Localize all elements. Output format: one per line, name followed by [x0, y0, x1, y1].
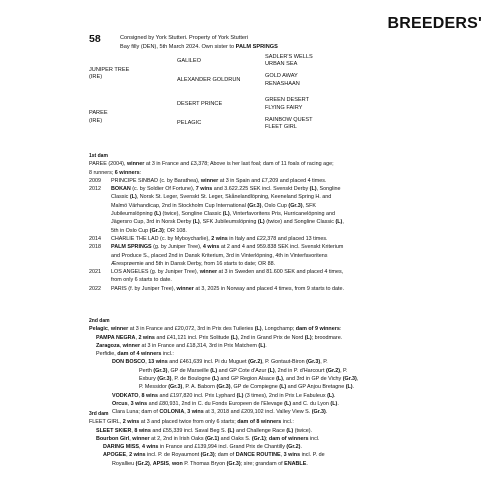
text-run: , [138, 444, 142, 451]
text-run: and C. du Lyon [291, 400, 331, 407]
bold-text: VODKATO [112, 392, 139, 399]
bold-text: (L) [330, 400, 338, 407]
text-run: at 3, 2018 and £209,102 incl. Valley View S. [203, 409, 312, 416]
text-run: and £461,639 incl. Pi du Muguet [167, 359, 249, 366]
produce-row [89, 218, 413, 226]
text-run: , [342, 219, 344, 226]
bold-text: (L) [267, 367, 275, 374]
text-run: and £55,339 incl. Saval Beg S. [150, 427, 228, 434]
first-dam-intro-2 [89, 169, 413, 177]
text-run: , 2nd in Grand Prix de Nord [237, 334, 305, 341]
text-run: incl.: [281, 419, 294, 426]
bold-text: dam of 8 winners [237, 419, 282, 426]
ped-sire-origin: (IRE) [89, 74, 103, 80]
bold-text: 4 wins [202, 244, 220, 251]
bold-text: DANCE ROUTINE [235, 452, 281, 459]
dam-line [89, 418, 413, 426]
text-run: ; [265, 435, 269, 442]
bold-text: (L) [309, 186, 317, 193]
text-run: FLEET GIRL, [89, 419, 123, 426]
text-run: . [265, 342, 267, 349]
text-run: . [300, 444, 302, 451]
text-run: at 3 in Sweden and 81.600 SEK and placed 4 times, [217, 269, 344, 276]
produce-row [89, 260, 413, 268]
text-run: and £197,820 incl. Prix Lyphard [157, 392, 237, 399]
ped-dd-sire: RAINBOW QUEST [265, 117, 313, 123]
intro-bold: 6 winners [114, 169, 140, 176]
text-run: Perth [139, 367, 154, 374]
bold-text: APOGEE [103, 452, 127, 459]
text-run: Clara Luna; dam of [112, 409, 160, 416]
intro-text: at 3 in France and £3,378; Above is her last foal; dam of 11 foals of racing age; [144, 161, 334, 168]
text-run: Æresprøemie and 5th in Dansk Derby, from 16 starts to date; OR 88. [111, 260, 276, 267]
dam-line [89, 375, 413, 383]
bold-text: (L) [276, 376, 283, 383]
first-dam-heading: 1st dam [89, 153, 108, 159]
produce-year: 2018 [89, 244, 101, 251]
ped-dam-sire: DESERT PRINCE [177, 101, 223, 107]
text-run: , [145, 359, 149, 366]
text-run: , P. de Boulogne [171, 376, 213, 383]
bold-text: 3 wins [187, 409, 204, 416]
ped-ds-dam: FLYING FAIRY [265, 105, 303, 111]
text-run: , P. Gontaut-Biron [262, 359, 307, 366]
text-run: , Oslo Cup [261, 202, 289, 209]
produce-row [89, 185, 413, 193]
text-run: (3 times), 2nd in Prix Le Fabuleux [243, 392, 328, 399]
text-run: . [306, 460, 308, 467]
produce-row [89, 202, 413, 210]
bold-text: (Gr.3) [168, 384, 183, 391]
dam-line [89, 392, 413, 400]
dam-line [89, 460, 413, 468]
consignor-line: Consigned by York Stutteri. Property of York Stutteri [120, 35, 249, 41]
text-run: ; broodmare. [311, 334, 343, 341]
bold-text: Bourbon Girl [96, 435, 130, 442]
ped-dam: PAREE [89, 110, 108, 116]
bold-text: 7 wins [195, 186, 213, 193]
produce-year: 2021 [89, 269, 101, 276]
ped-dam-origin: (IRE) [89, 118, 103, 124]
text-run: Perfidie, [96, 351, 118, 358]
bold-text: dam of 9 winners [295, 326, 340, 333]
dam-line [89, 400, 413, 408]
text-run: P. Messidor [139, 384, 169, 391]
bold-text: PALM SPRINGS [111, 244, 152, 251]
intro-text: PAREE (2004), [89, 161, 127, 168]
text-run: ; sire; grandam of [240, 460, 285, 467]
bold-text: (Gr.3) [157, 376, 172, 383]
bold-text: Zaragoza [96, 342, 120, 349]
text-run: . [337, 400, 339, 407]
text-run: , [107, 326, 111, 333]
dam-line [89, 427, 413, 435]
description-text: Bay filly (DEN), 5th March 2024. Own sister to [120, 44, 236, 50]
bold-text: winner [122, 342, 141, 349]
own-sister-name: PALM SPRINGS [235, 44, 278, 50]
text-run: and Challenge Race [234, 427, 287, 434]
text-run: ; OR 108. [163, 227, 187, 234]
bold-text: (Gr.3) [153, 367, 168, 374]
dam-line [89, 334, 413, 342]
bold-text: (L) [279, 384, 287, 391]
lot-number: 58 [89, 33, 101, 45]
produce-list [89, 177, 413, 293]
text-run: incl. [308, 435, 320, 442]
text-run: : [339, 326, 342, 333]
bold-text: 8 wins [134, 427, 151, 434]
bold-text: (L) [154, 211, 162, 218]
bold-text: (Gr.2) [248, 359, 263, 366]
second-dam-section [89, 317, 413, 417]
text-run: Malmö Värhandicap, 2nd in Stockholm Cup International [111, 202, 248, 209]
bold-text: 3 wins [130, 400, 148, 407]
third-dam-lines [89, 418, 413, 468]
bold-text: dam of winners [268, 435, 309, 442]
dam-line [89, 443, 413, 451]
bold-text: (Gr.1) [205, 435, 220, 442]
produce-year: 2012 [89, 186, 101, 193]
bold-text: (Gr.1) [251, 435, 266, 442]
bold-text: won [171, 460, 183, 467]
text-run: , [138, 392, 142, 399]
description-line [120, 43, 278, 52]
produce-row [89, 252, 413, 260]
intro-bold: winner [126, 161, 145, 168]
text-run: P. Thomas Bryon [182, 460, 227, 467]
bold-text: (L) [345, 384, 353, 391]
dam-line [89, 367, 413, 375]
text-run: , Songline [316, 186, 341, 193]
text-run: at 2 and 4 and 959.838 SEK incl. Svenskt Kriterium [219, 244, 344, 251]
bold-text: (Gr.3) [149, 227, 164, 234]
bold-text: SLEET SKIER [96, 427, 132, 434]
bold-text: (L) [236, 392, 244, 399]
text-run: , [127, 400, 131, 407]
bold-text: (Gr.3) [311, 409, 326, 416]
bold-text: (Gr.3) [247, 202, 262, 209]
text-run: Exbury [139, 376, 158, 383]
text-run: , 2nd in P. d'Harcourt [274, 367, 326, 374]
text-run: ; dam of [214, 452, 236, 459]
produce-row [89, 227, 413, 235]
bold-text: (L) [254, 326, 262, 333]
text-run: , GP de Compiegne [230, 384, 280, 391]
produce-year: 2009 [89, 177, 101, 184]
bold-text: COLONIA [159, 409, 185, 416]
ped-ss-dam: URBAN SEA [265, 61, 298, 67]
text-run: and 3.622.225 SEK incl. Svenskt Derby [212, 186, 310, 193]
text-run: at 3, 2025 in Norway and placed 4 times, from 9 starts to date. [193, 285, 345, 292]
text-run: Royallieu [112, 460, 136, 467]
text-run: at 3 in France and £18,314, 3rd in Prix Matchem [140, 342, 259, 349]
bold-text: PAMPA NEGRA [96, 334, 136, 341]
bold-text: (Gr.3) [342, 376, 357, 383]
produce-row [89, 210, 413, 218]
intro-text: : [139, 169, 142, 176]
dam-line [89, 435, 413, 443]
text-run: , [168, 460, 172, 467]
produce-row [89, 276, 413, 284]
text-run: Jägersro Cup, 3rd in Norsk Derby [111, 219, 193, 226]
text-run: , [356, 376, 359, 383]
third-dam-heading: 3rd dam [89, 411, 109, 417]
bold-text: BOKAN [111, 186, 131, 193]
text-run: in Italy and £22,378 and placed 13 times. [227, 235, 328, 242]
text-run: , and 3rd in GP de Vichy [282, 376, 343, 383]
text-run: , SFK Jubileumslöpning [199, 219, 258, 226]
bold-text: 13 wins [148, 359, 168, 366]
text-run: , [129, 435, 133, 442]
ped-ds-sire: GREEN DESERT [265, 97, 310, 103]
produce-row [89, 193, 413, 201]
ped-sire-sire: GALILEO [177, 58, 201, 64]
second-dam-lines [89, 325, 413, 416]
bold-text: (Gr.3) [306, 359, 321, 366]
bold-text: (L) [192, 219, 200, 226]
bold-text: 2 wins [211, 235, 228, 242]
text-run: in France and £139,994 incl. Grand Prix de Chantilly [158, 444, 287, 451]
text-run: , [119, 342, 123, 349]
dam-line [89, 451, 413, 459]
produce-row [89, 285, 413, 293]
text-run: , [126, 452, 130, 459]
second-dam-heading: 2nd dam [89, 318, 110, 324]
text-run: , [131, 427, 135, 434]
dam-line [89, 358, 413, 366]
text-run: , P. [320, 359, 328, 366]
text-run: , [184, 409, 188, 416]
text-run: incl. P. de Royaumont [145, 452, 201, 459]
first-dam-section [89, 152, 413, 293]
bold-text: 2 wins [122, 419, 140, 426]
dam-line [89, 342, 413, 350]
text-run: at 3 in Spain and £7,209 and placed 4 times. [218, 177, 327, 184]
text-run: . [333, 392, 336, 399]
text-run: , Vinterfavoritens Pris, Hurricanelöpning and [229, 211, 336, 218]
brand-logo: BREEDERS' [387, 15, 482, 32]
bold-text: Orcus [112, 400, 128, 407]
text-run: , P. [340, 367, 348, 374]
intro-text: 8 runners; [89, 169, 115, 176]
bold-text: 8 wins [141, 392, 158, 399]
text-run: incl. P. de [300, 452, 325, 459]
pedigree-table [89, 54, 389, 144]
bold-text: (L) [129, 194, 137, 201]
bold-text: (L) [335, 219, 343, 226]
text-run: (twice) and Songline Classic [264, 219, 336, 226]
text-run: . [325, 409, 328, 416]
dam-line [89, 325, 413, 333]
text-run: , GP de Marseille [167, 367, 211, 374]
third-dam-section [89, 410, 413, 468]
bold-text: (L) [212, 376, 219, 383]
text-run: at 3 in France and £20,072, 3rd in Prix des Tuileries [128, 326, 255, 333]
produce-year: 2014 [89, 235, 101, 242]
text-run: from only 6 starts to date. [111, 277, 172, 284]
text-run: , SFK [302, 202, 316, 209]
ped-dd-dam: FLEET GIRL [265, 124, 297, 130]
ped-sd-sire: GOLD AWAY [265, 73, 298, 79]
bold-text: (L) [258, 342, 266, 349]
text-run: (c. by Soldier Of Fortune), [130, 186, 196, 193]
bold-text: (L) [230, 334, 238, 341]
bold-text: (Gr.3) [216, 384, 231, 391]
ped-sd-dam: RENASHAAN [265, 81, 300, 87]
text-run: incl.: [161, 351, 174, 358]
bold-text: winner [110, 326, 129, 333]
bold-text: (L) [286, 427, 294, 434]
bold-text: dam of 4 winners [117, 351, 162, 358]
text-run: . [352, 384, 355, 391]
text-run: and GP Region Alsace [218, 376, 277, 383]
bold-text: (Gr.2) [325, 367, 341, 374]
text-run: LOS ANGELES (g. by Juniper Tree), [111, 269, 200, 276]
text-run: and £41,121 incl. Prix Solitude [154, 334, 231, 341]
text-run: at 3 and placed twice from only 6 starts; [139, 419, 238, 426]
ped-ss-sire: SADLER'S WELLS [265, 54, 313, 60]
bold-text: winner [132, 435, 150, 442]
bold-text: (L) [222, 211, 230, 218]
bold-text: 2 wins [138, 334, 155, 341]
produce-year: 2022 [89, 285, 101, 292]
text-run: and GP Anjou Bretagne [286, 384, 346, 391]
text-run: (twice), Songline Classic [161, 211, 223, 218]
produce-row [89, 268, 413, 276]
bold-text: 2 wins [129, 452, 146, 459]
bold-text: DON BOSCO [112, 359, 146, 366]
bold-text: DARING MISS [103, 444, 139, 451]
text-run: (twice). [293, 427, 313, 434]
text-run: and Oaks S. [219, 435, 252, 442]
bold-text: 4 wins [141, 444, 159, 451]
text-run: , Norsk St. Leger, Svenskt St. Leger, Skånelandlöpning, Keeneland Spring H. and [136, 194, 332, 201]
produce-row [89, 177, 413, 185]
text-run: , P. A. Baborn [182, 384, 217, 391]
ped-sire-dam: ALEXANDER GOLDRUN [177, 77, 241, 83]
bold-text: ENABLE [284, 460, 307, 467]
bold-text: (L) [327, 392, 334, 399]
text-run: (g. by Juniper Tree), [151, 244, 203, 251]
text-run: and GP Cote d'Azur [217, 367, 268, 374]
text-run: and £80,931, 2nd in C. du Fonds Europeen de l'Elevage [147, 400, 285, 407]
bold-text: (Gr.2) [286, 444, 301, 451]
bold-text: APSIS [152, 460, 169, 467]
bold-text: winner [176, 285, 194, 292]
dam-line [89, 383, 413, 391]
bold-text: winner [200, 177, 219, 184]
bold-text: (L) [210, 367, 218, 374]
bold-text: (L) [227, 427, 235, 434]
text-run: CHARLIE THE LAD (c. by Myboycharlie), [111, 235, 212, 242]
text-run: , [280, 452, 284, 459]
bold-text: (Gr.3) [288, 202, 303, 209]
bold-text: Pelagic [89, 326, 108, 333]
bold-text: 3 wins [283, 452, 301, 459]
text-run: , Longchamp; [261, 326, 296, 333]
text-run: 5th in Oslo Cup [111, 227, 150, 234]
consignor-info [120, 34, 278, 52]
text-run: at 2, 2nd in Irish Oaks [149, 435, 206, 442]
bold-text: (Gr.2) [135, 460, 150, 467]
text-run: and Produce S., placed 2nd in Dansk Kriterium, 3rd in Vinterlöpning, 4th in Vinterfavoritens [111, 252, 328, 259]
bold-text: (Gr.3) [200, 452, 215, 459]
ped-dam-dam: PELAGIC [177, 120, 202, 126]
produce-row [89, 243, 413, 251]
produce-row [89, 235, 413, 243]
text-run: , [149, 460, 153, 467]
bold-text: (Gr.3) [226, 460, 241, 467]
dam-line [89, 350, 413, 358]
text-run: , [135, 334, 139, 341]
bold-text: (L) [284, 400, 292, 407]
text-run: PRINCIPE SINBAD (c. by Barathea), [111, 177, 201, 184]
first-dam-intro [89, 160, 413, 168]
bold-text: (L) [304, 334, 312, 341]
bold-text: (L) [257, 219, 265, 226]
ped-sire: JUNIPER TREE [89, 67, 130, 73]
text-run: PARIS (f. by Juniper Tree), [111, 285, 177, 292]
text-run: Classic [111, 194, 130, 201]
bold-text: winner [199, 269, 218, 276]
text-run: Jubileumslöpning [111, 211, 155, 218]
